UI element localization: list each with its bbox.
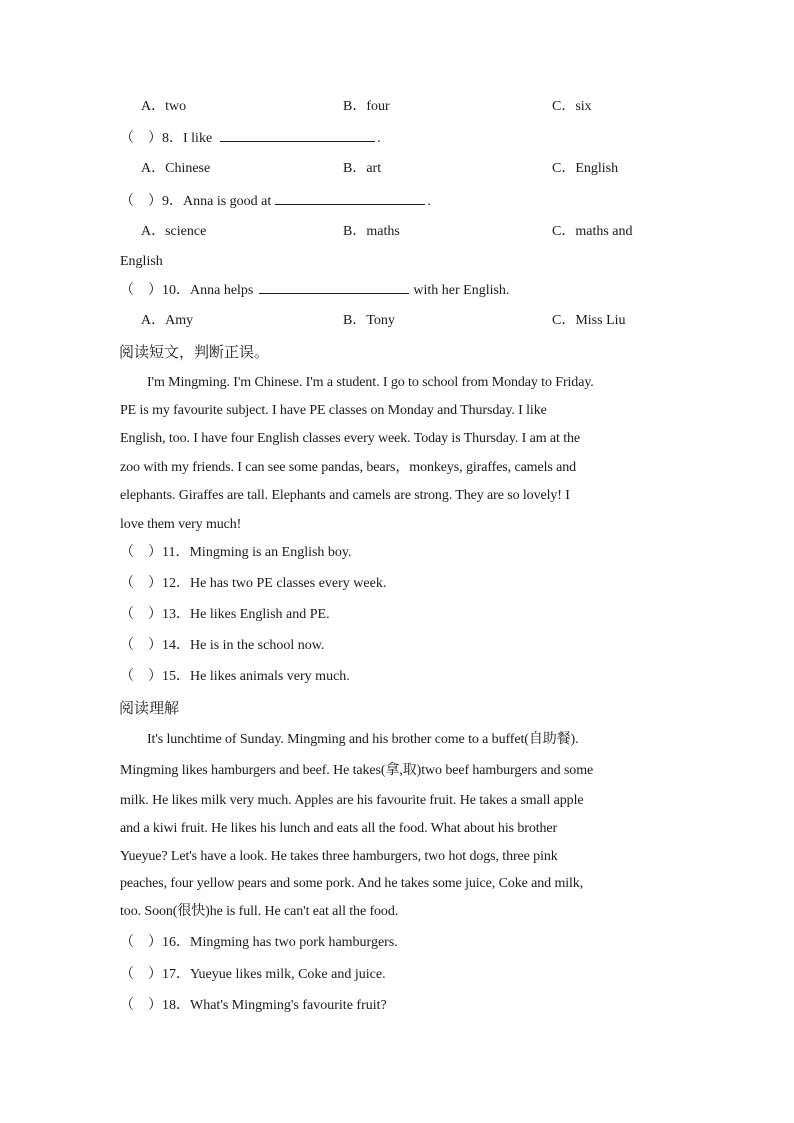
- q9-option-c: C．maths and: [552, 224, 633, 239]
- section-1-heading: 阅读短文，判断正误。: [119, 343, 270, 361]
- q8-end: .: [377, 131, 381, 146]
- passage-line: elephants. Giraffes are tall. Elephants and camels are strong. They are so lovely! I: [120, 488, 570, 503]
- q8-option-c: C．English: [552, 161, 619, 176]
- passage-line: zoo with my friends. I can see some pandas, bears，monkeys, giraffes, camels and: [120, 460, 577, 475]
- passage-line: I'm Mingming. I'm Chinese. I'm a student. I go to school from Monday to Friday.: [147, 375, 594, 390]
- q9-blank[interactable]: [275, 192, 425, 205]
- q10-option-b: B．Tony: [343, 313, 395, 328]
- q10-options: [0, 312, 794, 330]
- question-18: （ ）18．What's Mingming's favourite fruit?: [120, 998, 387, 1013]
- question-10: [120, 281, 509, 300]
- q8-text: （ ）8．I like: [120, 131, 213, 146]
- passage-line: PE is my favourite subject. I have PE classes on Monday and Thursday. I like: [120, 403, 547, 418]
- q7-option-b: B．four: [343, 99, 390, 114]
- q10-text: （ ）10．Anna helps: [120, 283, 254, 298]
- question-8: [120, 129, 381, 148]
- q9-end: .: [427, 194, 431, 209]
- passage-line: and a kiwi fruit. He likes his lunch and eats all the food. What about his brother: [120, 821, 558, 836]
- q9-option-a: A．science: [141, 224, 207, 239]
- q10-option-a: A．Amy: [141, 313, 194, 328]
- question-16: （ ）16．Mingming has two pork hamburgers.: [120, 935, 398, 950]
- q10-end: with her English.: [413, 283, 510, 298]
- q7-option-c: C．six: [552, 99, 592, 114]
- q7-option-a: A．two: [141, 99, 187, 114]
- q10-option-c: C．Miss Liu: [552, 313, 626, 328]
- q7-options: [0, 98, 794, 116]
- question-13: （ ）13．He likes English and PE.: [120, 607, 330, 622]
- passage-line: milk. He likes milk very much. Apples are his favourite fruit. He takes a small apple: [120, 793, 584, 808]
- q10-blank[interactable]: [259, 281, 409, 294]
- q8-option-b: B．art: [343, 161, 382, 176]
- passage-line: Yueyue? Let's have a look. He takes three hamburgers, two hot dogs, three pink: [120, 849, 558, 864]
- q8-options: [0, 160, 794, 178]
- passage-line: too. Soon(很快)he is full. He can't eat all the food.: [120, 904, 399, 919]
- passage-line: It's lunchtime of Sunday. Mingming and his brother come to a buffet(自助餐).: [147, 732, 579, 747]
- question-11: （ ）11．Mingming is an English boy.: [120, 545, 352, 560]
- question-14: （ ）14．He is in the school now.: [120, 638, 325, 653]
- q9-text: （ ）9．Anna is good at: [120, 194, 272, 209]
- question-12: （ ）12．He has two PE classes every week.: [120, 576, 387, 591]
- q8-option-a: A．Chinese: [141, 161, 211, 176]
- question-15: （ ）15．He likes animals very much.: [120, 669, 350, 684]
- question-9: [120, 192, 431, 211]
- passage-line: English, too. I have four English classes every week. Today is Thursday. I am at the: [120, 431, 581, 446]
- question-17: （ ）17．Yueyue likes milk, Coke and juice.: [120, 967, 386, 982]
- passage-line: Mingming likes hamburgers and beef. He takes(拿,取)two beef hamburgers and some: [120, 763, 594, 778]
- q9-option-c-wrap: English: [120, 254, 163, 269]
- q9-options: [0, 223, 794, 241]
- passage-line: peaches, four yellow pears and some pork. And he takes some juice, Coke and milk,: [120, 876, 584, 891]
- q8-blank[interactable]: [220, 129, 375, 142]
- section-2-heading: 阅读理解: [119, 699, 180, 717]
- passage-line: love them very much!: [120, 517, 242, 532]
- q9-option-b: B．maths: [343, 224, 400, 239]
